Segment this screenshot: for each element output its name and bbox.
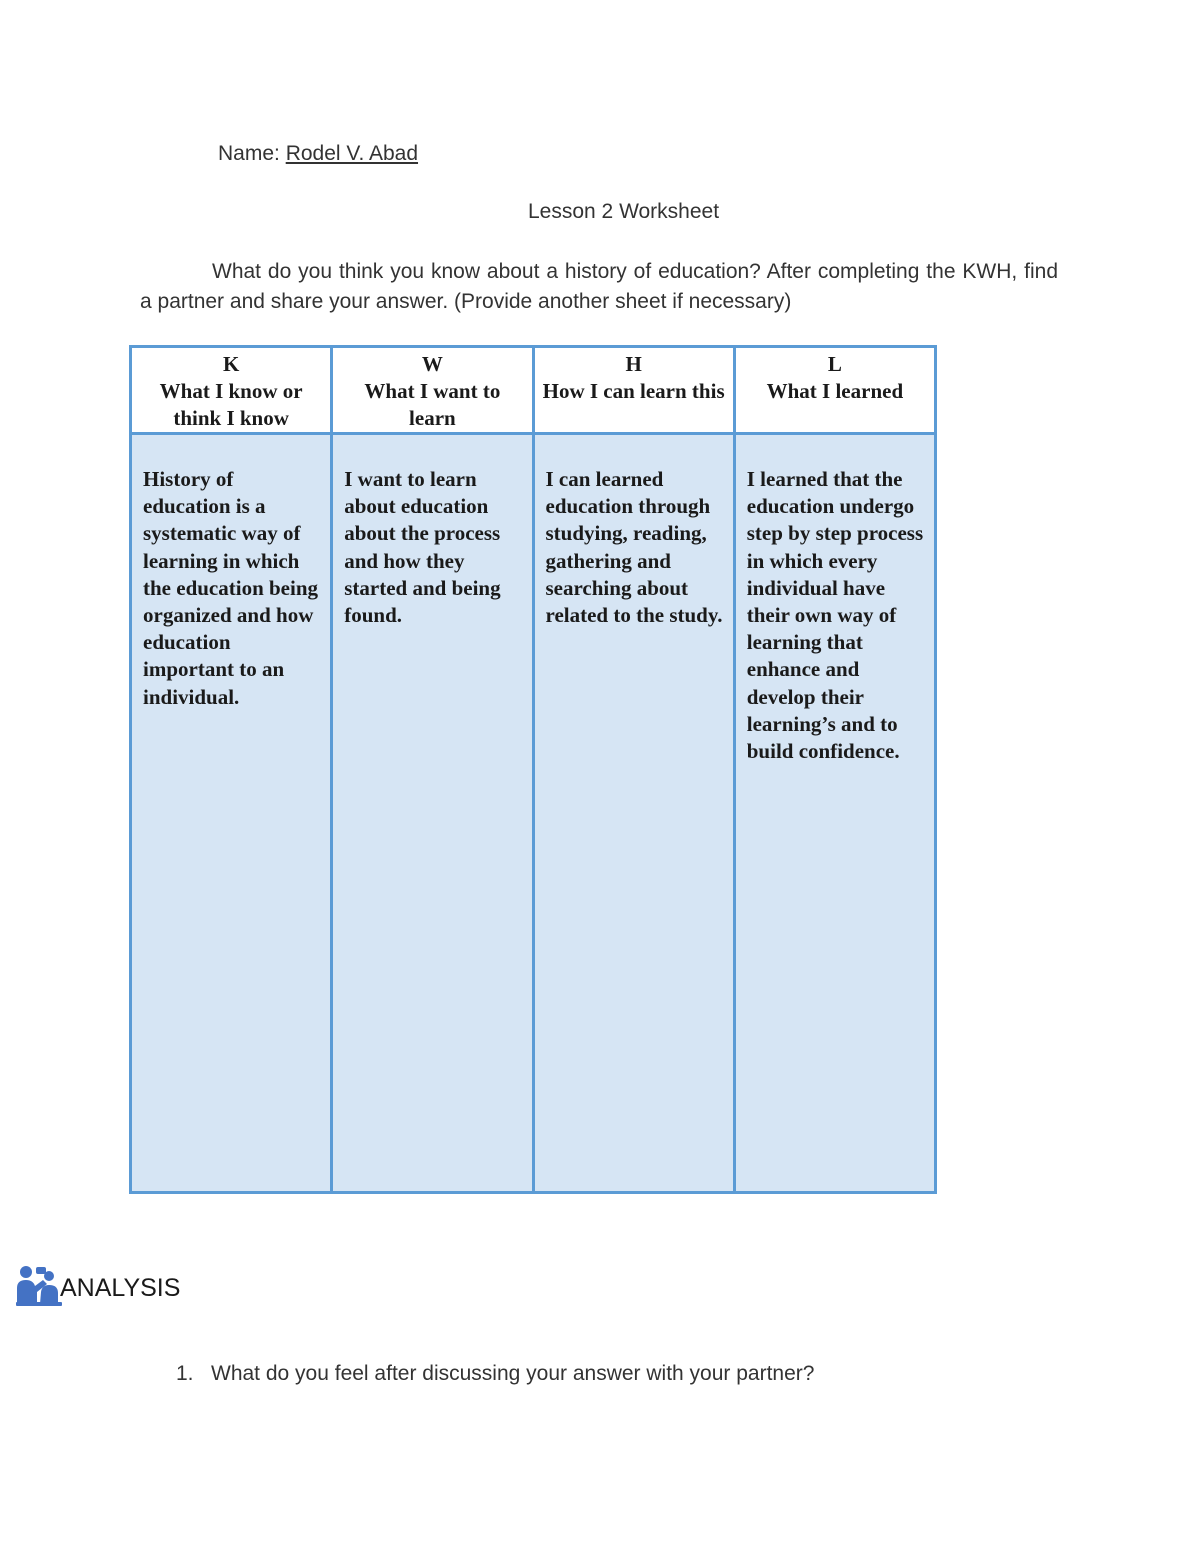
column-heading: What I know or think I know <box>159 379 303 430</box>
column-letter: K <box>222 352 240 376</box>
column-letter: H <box>625 352 642 376</box>
table-header-row <box>131 347 936 434</box>
answer-cell-k <box>131 434 332 1193</box>
column-letter: L <box>827 352 842 376</box>
question-text: What do you feel after discussing your answer with your partner? <box>211 1362 815 1385</box>
intro-paragraph: What do you think you know about a history of education? After completing the KWH, find a partner and share your answer. (Provide another sheet if necessary) <box>140 260 1058 313</box>
page-title: Lesson 2 Worksheet <box>528 200 720 223</box>
column-header-l <box>734 347 935 434</box>
analysis-section-header <box>16 1264 180 1308</box>
column-header-k <box>131 347 332 434</box>
answer-text: History of education is a systematic way of learning in which the education being organized and how education important to an individual. <box>143 467 319 709</box>
column-header-w <box>332 347 533 434</box>
kwhl-table <box>129 345 937 1194</box>
name-line <box>218 142 418 166</box>
answer-text: I want to learn about education about the process and how they started and being found. <box>344 467 501 628</box>
table-row <box>131 434 936 1193</box>
answer-text: I can learned education through studying, reading, gathering and searching about related to the study. <box>545 467 723 628</box>
column-header-h <box>533 347 734 434</box>
answer-text: I learned that the education undergo step by step process in which every individual have their own way of learning that enhance and develop their learning’s and to build confidence. <box>746 467 924 764</box>
answer-cell-w <box>332 434 533 1193</box>
name-label: Name: <box>218 142 286 165</box>
column-heading: How I can learn this <box>542 379 725 403</box>
column-heading: What I learned <box>766 379 904 403</box>
name-value: Rodel V. Abad <box>285 142 419 165</box>
answer-cell-h <box>533 434 734 1193</box>
analysis-heading: ANALYSIS <box>60 1273 181 1302</box>
people-discussion-icon <box>16 1264 62 1308</box>
question-number: 1. <box>176 1362 194 1385</box>
column-letter: W <box>421 352 443 376</box>
answer-cell-l <box>734 434 935 1193</box>
column-heading: What I want to learn <box>364 379 501 430</box>
question-item <box>176 1362 814 1386</box>
